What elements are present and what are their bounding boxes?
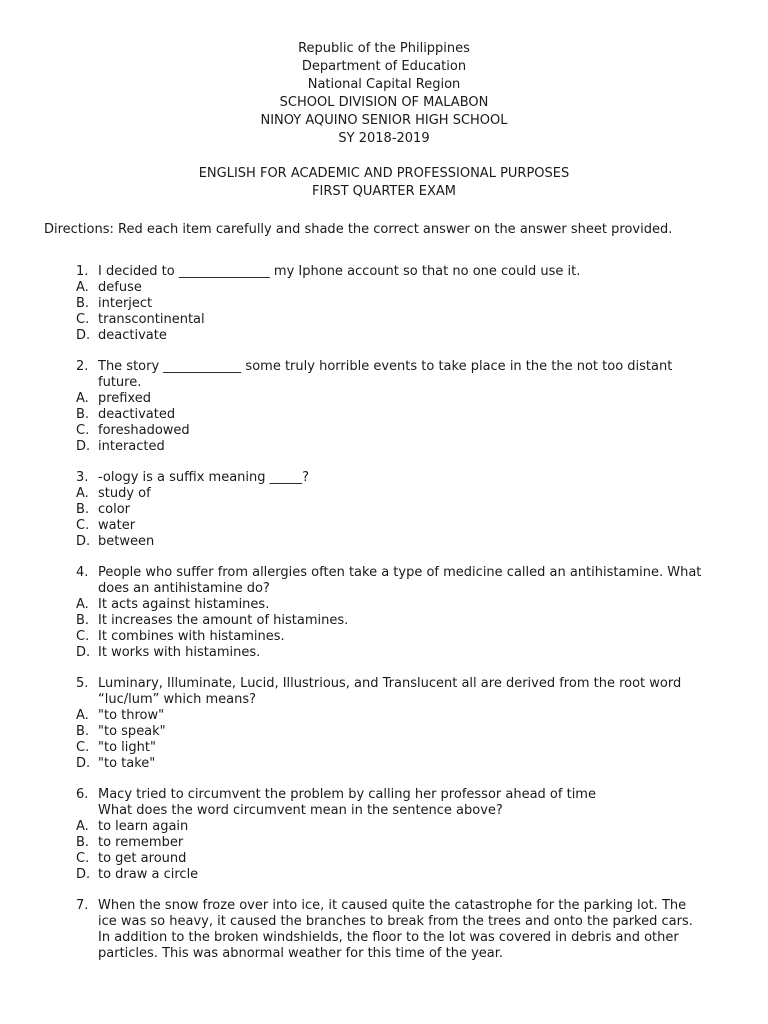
answer-option xyxy=(0,391,768,407)
question-item xyxy=(0,359,768,455)
option-text: deactivated xyxy=(98,407,176,422)
answer-option xyxy=(0,867,768,883)
answer-option xyxy=(0,439,768,455)
option-letter: B. xyxy=(76,613,90,628)
answer-option xyxy=(0,629,768,645)
option-text: to remember xyxy=(98,835,184,850)
question-stem xyxy=(0,676,768,708)
option-letter: D. xyxy=(76,328,91,343)
question-stem xyxy=(0,787,768,819)
answer-option xyxy=(0,708,768,724)
option-letter: B. xyxy=(76,835,90,850)
question-stem-line: Luminary, Illuminate, Lucid, Illustrious, and Translucent all are derived from the root word xyxy=(98,676,682,691)
question-stem-line: “luc/lum” which means? xyxy=(98,692,257,707)
question-number: 2. xyxy=(76,359,89,374)
question-number: 1. xyxy=(76,264,89,279)
option-text: It works with histamines. xyxy=(98,645,261,660)
question-item xyxy=(0,787,768,883)
header-line-division: SCHOOL DIVISION OF MALABON xyxy=(279,95,489,110)
option-text: "to take" xyxy=(98,756,156,771)
option-letter: B. xyxy=(76,407,90,422)
answer-option xyxy=(0,423,768,439)
option-text: transcontinental xyxy=(98,312,205,327)
question-stem-line: -ology is a suffix meaning _____? xyxy=(98,470,310,485)
question-stem xyxy=(0,359,768,391)
option-text: "to light" xyxy=(98,740,156,755)
question-list xyxy=(0,264,768,977)
question-item xyxy=(0,676,768,772)
header-line-department: Department of Education xyxy=(301,59,467,74)
option-text: water xyxy=(98,518,136,533)
question-number: 5. xyxy=(76,676,89,691)
header-line-republic: Republic of the Philippines xyxy=(298,41,470,56)
question-stem xyxy=(0,565,768,597)
school-header xyxy=(0,40,768,148)
question-item xyxy=(0,470,768,550)
option-text: study of xyxy=(98,486,151,501)
option-text: It increases the amount of histamines. xyxy=(98,613,349,628)
option-letter: A. xyxy=(76,486,89,501)
answer-option xyxy=(0,740,768,756)
answer-option xyxy=(0,486,768,502)
answer-option xyxy=(0,756,768,772)
option-letter: A. xyxy=(76,597,89,612)
question-stem-line: In addition to the broken windshields, the floor to the lot was covered in debris and other xyxy=(98,930,679,945)
exam-title-block xyxy=(0,165,768,201)
answer-option xyxy=(0,597,768,613)
answer-option xyxy=(0,851,768,867)
option-letter: D. xyxy=(76,439,91,454)
answer-option xyxy=(0,502,768,518)
answer-option xyxy=(0,819,768,835)
option-letter: D. xyxy=(76,756,91,771)
question-stem xyxy=(0,470,768,486)
question-stem-line: The story ____________ some truly horrible events to take place in the the not too distant xyxy=(98,359,673,374)
header-line-region: National Capital Region xyxy=(307,77,461,92)
option-text: interacted xyxy=(98,439,165,454)
option-letter: D. xyxy=(76,534,91,549)
question-number: 4. xyxy=(76,565,89,580)
option-letter: D. xyxy=(76,645,91,660)
question-item xyxy=(0,898,768,962)
option-letter: C. xyxy=(76,851,90,866)
option-letter: C. xyxy=(76,423,90,438)
answer-option xyxy=(0,407,768,423)
option-text: "to throw" xyxy=(98,708,165,723)
question-number: 7. xyxy=(76,898,89,913)
question-stem-line: Macy tried to circumvent the problem by calling her professor ahead of time xyxy=(98,787,596,802)
option-text: between xyxy=(98,534,155,549)
option-letter: A. xyxy=(76,391,89,406)
option-text: foreshadowed xyxy=(98,423,190,438)
question-stem-line: People who suffer from allergies often take a type of medicine called an antihistamine. What xyxy=(98,565,702,580)
option-text: to get around xyxy=(98,851,187,866)
question-stem-line: I decided to ______________ my Iphone account so that no one could use it. xyxy=(98,264,581,279)
option-letter: B. xyxy=(76,724,90,739)
header-line-school: NINOY AQUINO SENIOR HIGH SCHOOL xyxy=(260,113,508,128)
option-letter: A. xyxy=(76,280,89,295)
answer-option xyxy=(0,613,768,629)
option-text: prefixed xyxy=(98,391,152,406)
option-text: defuse xyxy=(98,280,142,295)
answer-option xyxy=(0,534,768,550)
question-stem-line: What does the word circumvent mean in the sentence above? xyxy=(98,803,503,818)
option-letter: B. xyxy=(76,296,90,311)
option-letter: C. xyxy=(76,740,90,755)
question-stem xyxy=(0,898,768,962)
option-letter: B. xyxy=(76,502,90,517)
course-title: ENGLISH FOR ACADEMIC AND PROFESSIONAL PURPOSES xyxy=(198,166,570,181)
header-line-school-year: SY 2018-2019 xyxy=(338,131,430,146)
question-number: 3. xyxy=(76,470,89,485)
option-letter: C. xyxy=(76,518,90,533)
option-text: interject xyxy=(98,296,153,311)
question-stem-line: ice was so heavy, it caused the branches to break from the trees and onto the parked cars. xyxy=(98,914,693,929)
option-letter: A. xyxy=(76,819,89,834)
option-letter: D. xyxy=(76,867,91,882)
answer-option xyxy=(0,835,768,851)
option-text: deactivate xyxy=(98,328,167,343)
answer-option xyxy=(0,280,768,296)
answer-option xyxy=(0,312,768,328)
answer-option xyxy=(0,724,768,740)
question-stem-line: future. xyxy=(98,375,142,390)
exam-title: FIRST QUARTER EXAM xyxy=(312,184,456,199)
answer-option xyxy=(0,328,768,344)
option-text: It combines with histamines. xyxy=(98,629,285,644)
answer-option xyxy=(0,645,768,661)
question-number: 6. xyxy=(76,787,89,802)
question-stem-line: does an antihistamine do? xyxy=(98,581,270,596)
option-text: to learn again xyxy=(98,819,189,834)
question-item xyxy=(0,264,768,344)
question-stem-line: When the snow froze over into ice, it caused quite the catastrophe for the parking lot. The xyxy=(98,898,687,913)
option-letter: C. xyxy=(76,312,90,327)
question-stem xyxy=(0,264,768,280)
option-letter: A. xyxy=(76,708,89,723)
option-text: "to speak" xyxy=(98,724,166,739)
answer-option xyxy=(0,518,768,534)
option-text: It acts against histamines. xyxy=(98,597,270,612)
option-text: to draw a circle xyxy=(98,867,199,882)
answer-option xyxy=(0,296,768,312)
option-letter: C. xyxy=(76,629,90,644)
option-text: color xyxy=(98,502,131,517)
question-stem-line: particles. This was abnormal weather for this time of the year. xyxy=(98,946,504,961)
question-item xyxy=(0,565,768,661)
directions-text: Directions: Red each item carefully and shade the correct answer on the answer sheet provided. xyxy=(44,222,673,237)
